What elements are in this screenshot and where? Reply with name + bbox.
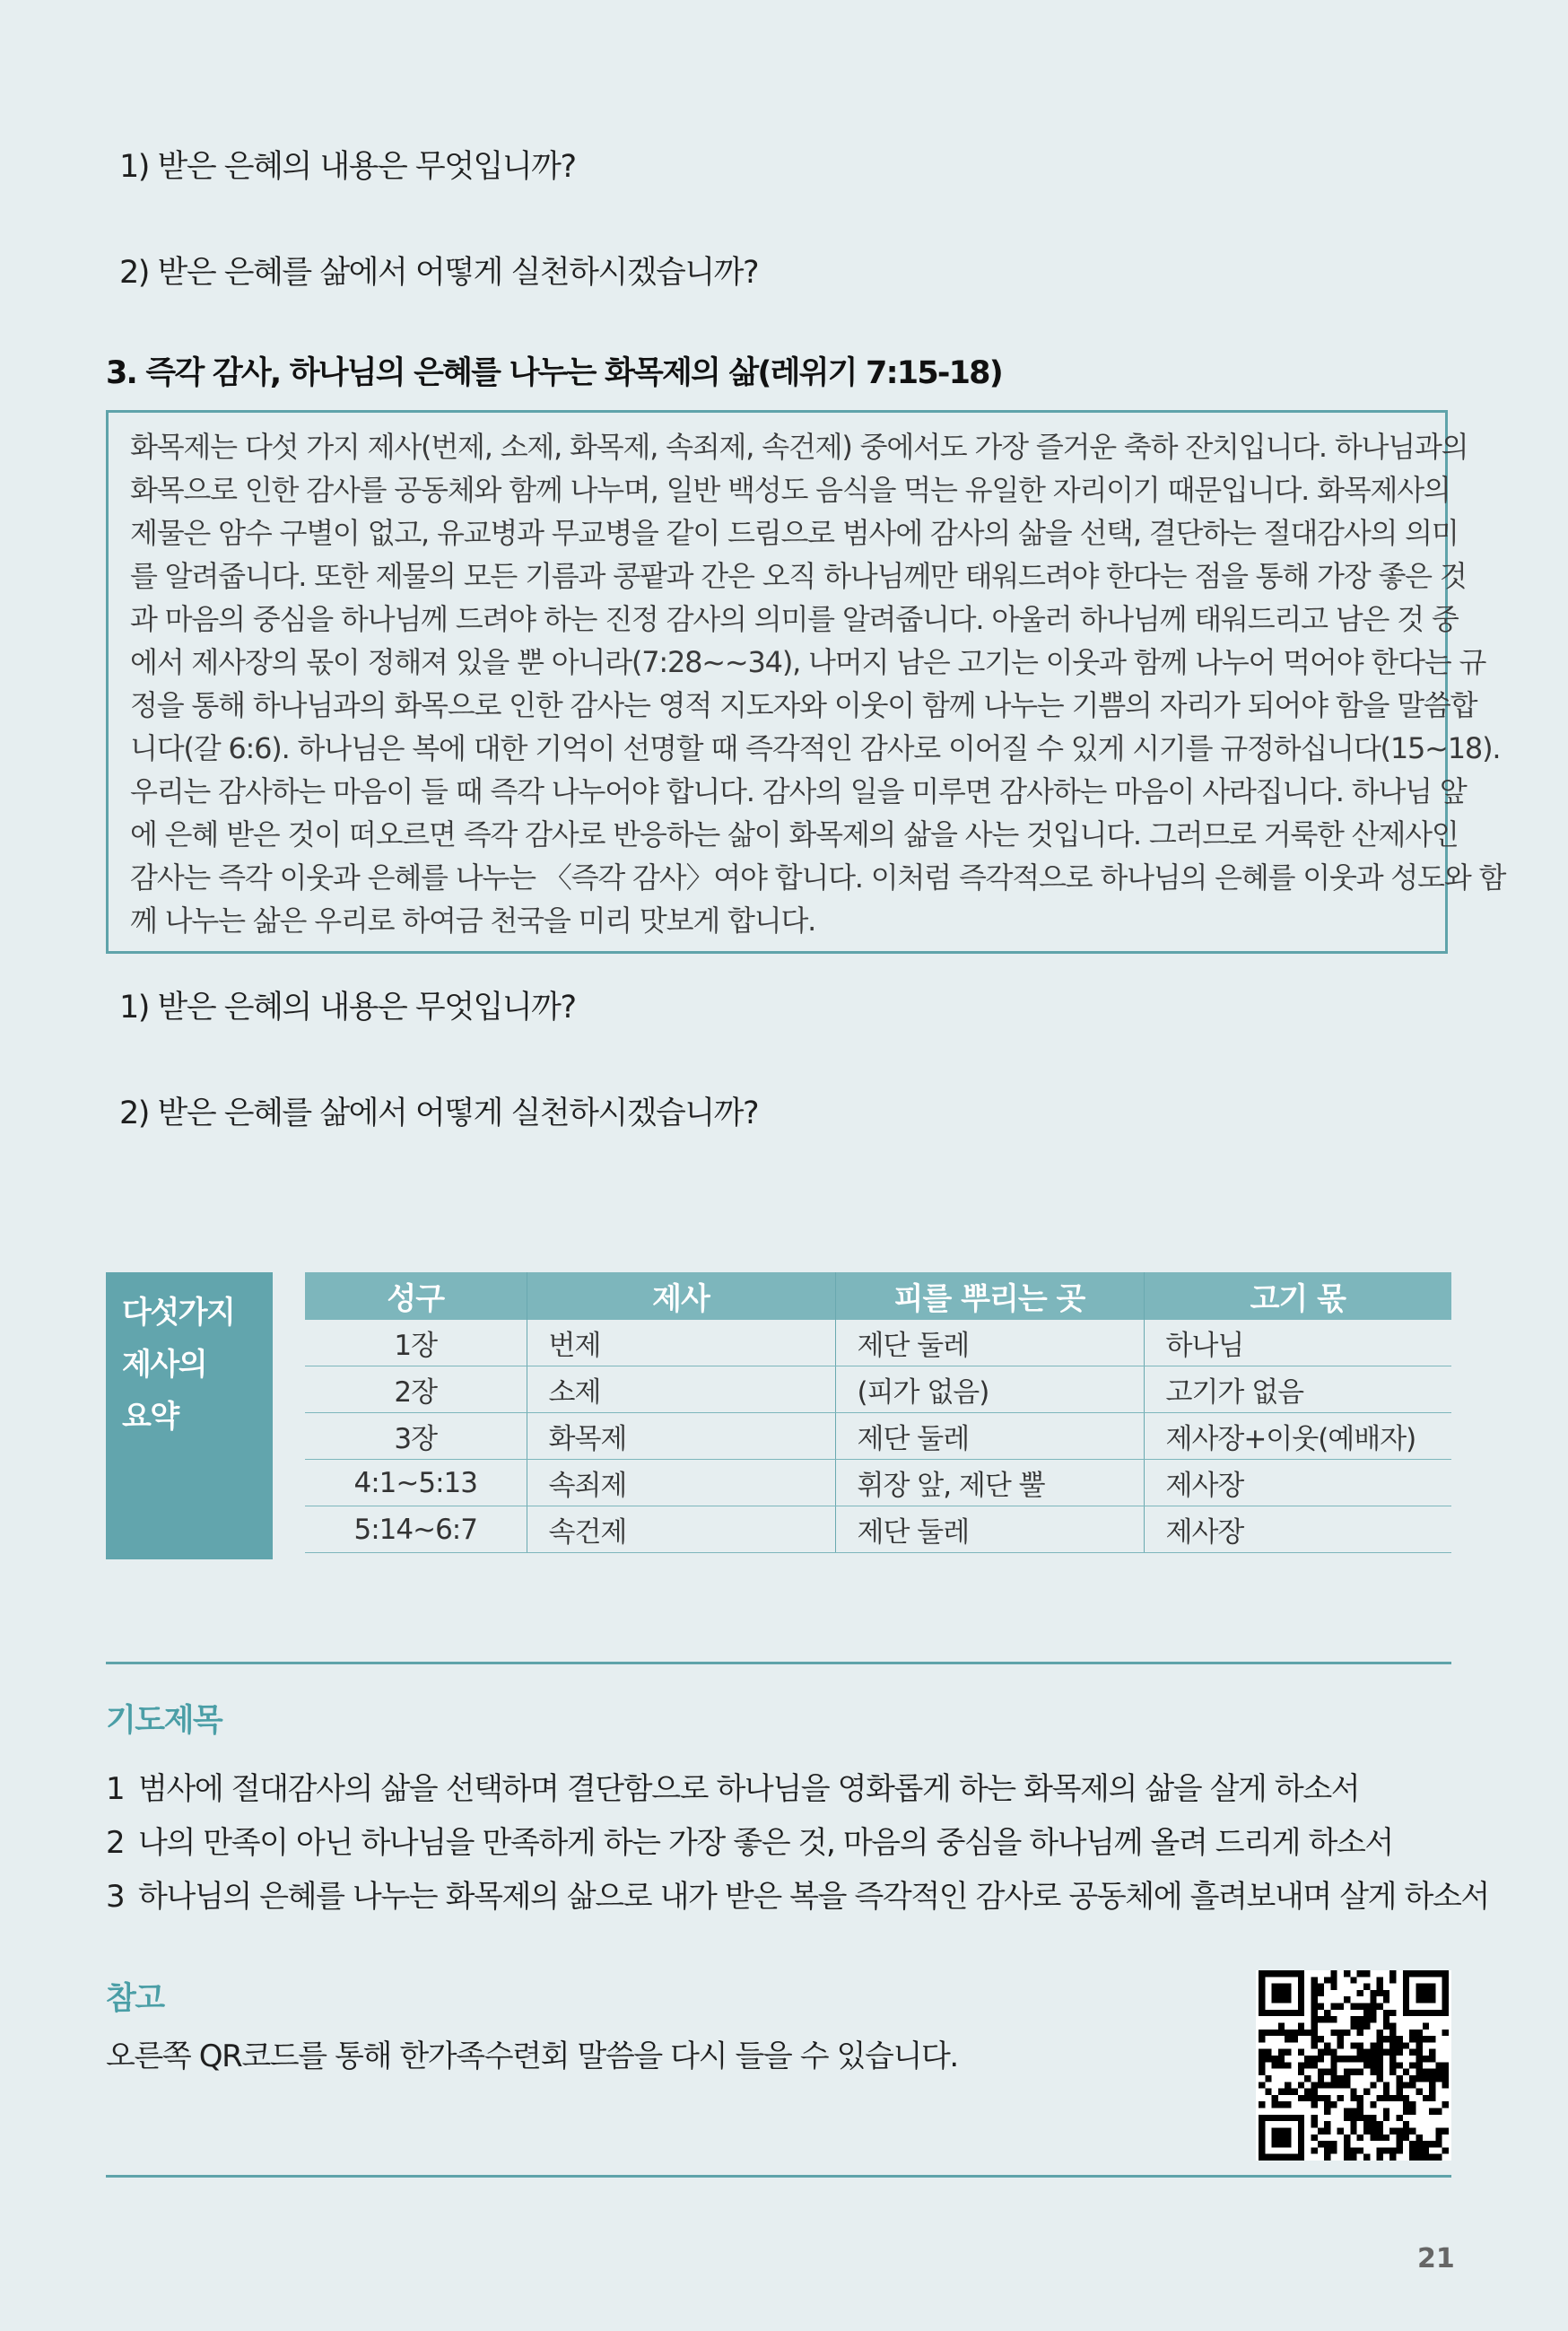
cell-scripture: 3장 xyxy=(305,1413,527,1460)
page-number: 21 xyxy=(1417,2243,1455,2274)
prayer-number: 2 xyxy=(106,1825,125,1861)
cell-blood-place: 제단 둘레 xyxy=(835,1320,1144,1366)
prayer-item xyxy=(106,1818,1393,1862)
table-row xyxy=(305,1366,1451,1413)
question-2: 2) 받은 은혜를 삶에서 어떻게 실천하시겠습니까? xyxy=(119,1096,759,1131)
commentary-line: 니다(갈 6:6). 하나님은 복에 대한 기억이 선명할 때 즉각적인 감사로 이어질 수 있게 시기를 규정하십니다(15~18). xyxy=(130,731,1501,765)
cell-scripture: 1장 xyxy=(305,1320,527,1366)
commentary-line: 께 나누는 삶은 우리로 하여금 천국을 미리 맛보게 합니다. xyxy=(130,904,816,938)
cell-blood-place: 제단 둘레 xyxy=(835,1506,1144,1553)
cell-meat-share: 하나님 xyxy=(1144,1320,1451,1366)
question-2: 2) 받은 은혜를 삶에서 어떻게 실천하시겠습니까? xyxy=(119,255,759,291)
table-row xyxy=(305,1413,1451,1460)
commentary-line: 제물은 암수 구별이 없고, 유교병과 무교병을 같이 드림으로 범사에 감사의 삶을 선택, 결단하는 절대감사의 의미 xyxy=(130,516,1459,550)
header-sacrifice: 제사 xyxy=(527,1272,835,1320)
question-1: 1) 받은 은혜의 내용은 무엇입니까? xyxy=(119,149,576,185)
cell-blood-place: 휘장 앞, 제단 뿔 xyxy=(835,1460,1144,1506)
commentary-line: 감사는 즉각 이웃과 은혜를 나누는 〈즉각 감사〉여야 합니다. 이처럼 즉각적으로 하나님의 은혜를 이웃과 성도와 함 xyxy=(130,860,1506,895)
prayer-item xyxy=(106,1872,1489,1916)
cell-sacrifice: 속죄제 xyxy=(527,1460,835,1506)
cell-meat-share: 제사장+이웃(예배자) xyxy=(1144,1413,1451,1460)
cell-scripture: 5:14~6:7 xyxy=(305,1506,527,1553)
prayer-item xyxy=(106,1764,1359,1808)
prayer-text: 하나님의 은혜를 나누는 화목제의 삶으로 내가 받은 복을 즉각적인 감사로 공동체에 흘려보내며 살게 하소서 xyxy=(138,1879,1489,1915)
prayer-text: 범사에 절대감사의 삶을 선택하며 결단함으로 하나님을 영화롭게 하는 화목제의 삶을 살게 하소서 xyxy=(138,1771,1360,1807)
cell-sacrifice: 소제 xyxy=(527,1366,835,1413)
prayer-number: 1 xyxy=(106,1771,125,1807)
cell-blood-place: (피가 없음) xyxy=(835,1366,1144,1413)
commentary-line: 화목으로 인한 감사를 공동체와 함께 나누며, 일반 백성도 음식을 먹는 유일한 자리이기 때문입니다. 화목제사의 xyxy=(130,473,1450,507)
commentary-line: 에 은혜 받은 것이 떠오르면 즉각 감사로 반응하는 삶이 화목제의 삶을 사는 것입니다. 그러므로 거룩한 산제사인 xyxy=(130,817,1459,851)
commentary-line: 과 마음의 중심을 하나님께 드려야 하는 진정 감사의 의미를 알려줍니다. 아울러 하나님께 태워드리고 남은 것 중 xyxy=(130,602,1459,636)
summary-label-line: 다섯가지 xyxy=(122,1295,235,1331)
header-scripture: 성구 xyxy=(305,1272,527,1320)
summary-label xyxy=(106,1272,273,1559)
summary-label-line: 제사의 xyxy=(122,1347,207,1383)
cell-meat-share: 제사장 xyxy=(1144,1460,1451,1506)
qr-code-image xyxy=(1256,1970,1451,2161)
commentary-line: 를 알려줍니다. 또한 제물의 모든 기름과 콩팥과 간은 오직 하나님께만 태워드려야 한다는 점을 통해 가장 좋은 것 xyxy=(130,559,1467,593)
section-title: 3. 즉각 감사, 하나님의 은혜를 나누는 화목제의 삶(레위기 7:15-18) xyxy=(106,355,1002,391)
cell-scripture: 2장 xyxy=(305,1366,527,1413)
prayer-text: 나의 만족이 아닌 하나님을 만족하게 하는 가장 좋은 것, 마음의 중심을 하나님께 올려 드리게 하소서 xyxy=(138,1825,1393,1861)
reference-title: 참고 xyxy=(106,1981,164,2017)
commentary-line: 에서 제사장의 몫이 정해져 있을 뿐 아니라(7:28~~34), 나머지 남은 고기는 이웃과 함께 나누어 먹어야 한다는 규 xyxy=(130,645,1486,679)
header-meat-share: 고기 몫 xyxy=(1144,1272,1451,1320)
commentary-line: 우리는 감사하는 마음이 들 때 즉각 나누어야 합니다. 감사의 일을 미루면 감사하는 마음이 사라집니다. 하나님 앞 xyxy=(130,774,1467,808)
commentary-line: 정을 통해 하나님과의 화목으로 인한 감사는 영적 지도자와 이웃이 함께 나누는 기쁨의 자리가 되어야 함을 말씀합 xyxy=(130,688,1477,722)
prayer-number: 3 xyxy=(106,1879,125,1915)
cell-sacrifice: 번제 xyxy=(527,1320,835,1366)
divider xyxy=(106,2175,1451,2178)
cell-sacrifice: 화목제 xyxy=(527,1413,835,1460)
cell-meat-share: 제사장 xyxy=(1144,1506,1451,1553)
summary-table xyxy=(305,1272,1451,1553)
table-row xyxy=(305,1460,1451,1506)
cell-meat-share: 고기가 없음 xyxy=(1144,1366,1451,1413)
table-row xyxy=(305,1506,1451,1553)
divider xyxy=(106,1662,1451,1664)
table-header-row xyxy=(305,1272,1451,1320)
prayer-title: 기도제목 xyxy=(106,1703,222,1739)
cell-sacrifice: 속건제 xyxy=(527,1506,835,1553)
cell-blood-place: 제단 둘레 xyxy=(835,1413,1144,1460)
table-row xyxy=(305,1320,1451,1366)
question-1: 1) 받은 은혜의 내용은 무엇입니까? xyxy=(119,990,576,1026)
commentary-box xyxy=(106,410,1506,954)
commentary-line: 화목제는 다섯 가지 제사(번제, 소제, 화목제, 속죄제, 속건제) 중에서도 가장 즐거운 축하 잔치입니다. 하나님과의 xyxy=(130,430,1468,464)
header-blood-place: 피를 뿌리는 곳 xyxy=(835,1272,1144,1320)
summary-label-line: 요약 xyxy=(122,1399,179,1435)
qr-code[interactable] xyxy=(1256,1970,1451,2161)
cell-scripture: 4:1~5:13 xyxy=(305,1460,527,1506)
reference-text: 오른쪽 QR코드를 통해 한가족수련회 말씀을 다시 들을 수 있습니다. xyxy=(106,2039,958,2074)
